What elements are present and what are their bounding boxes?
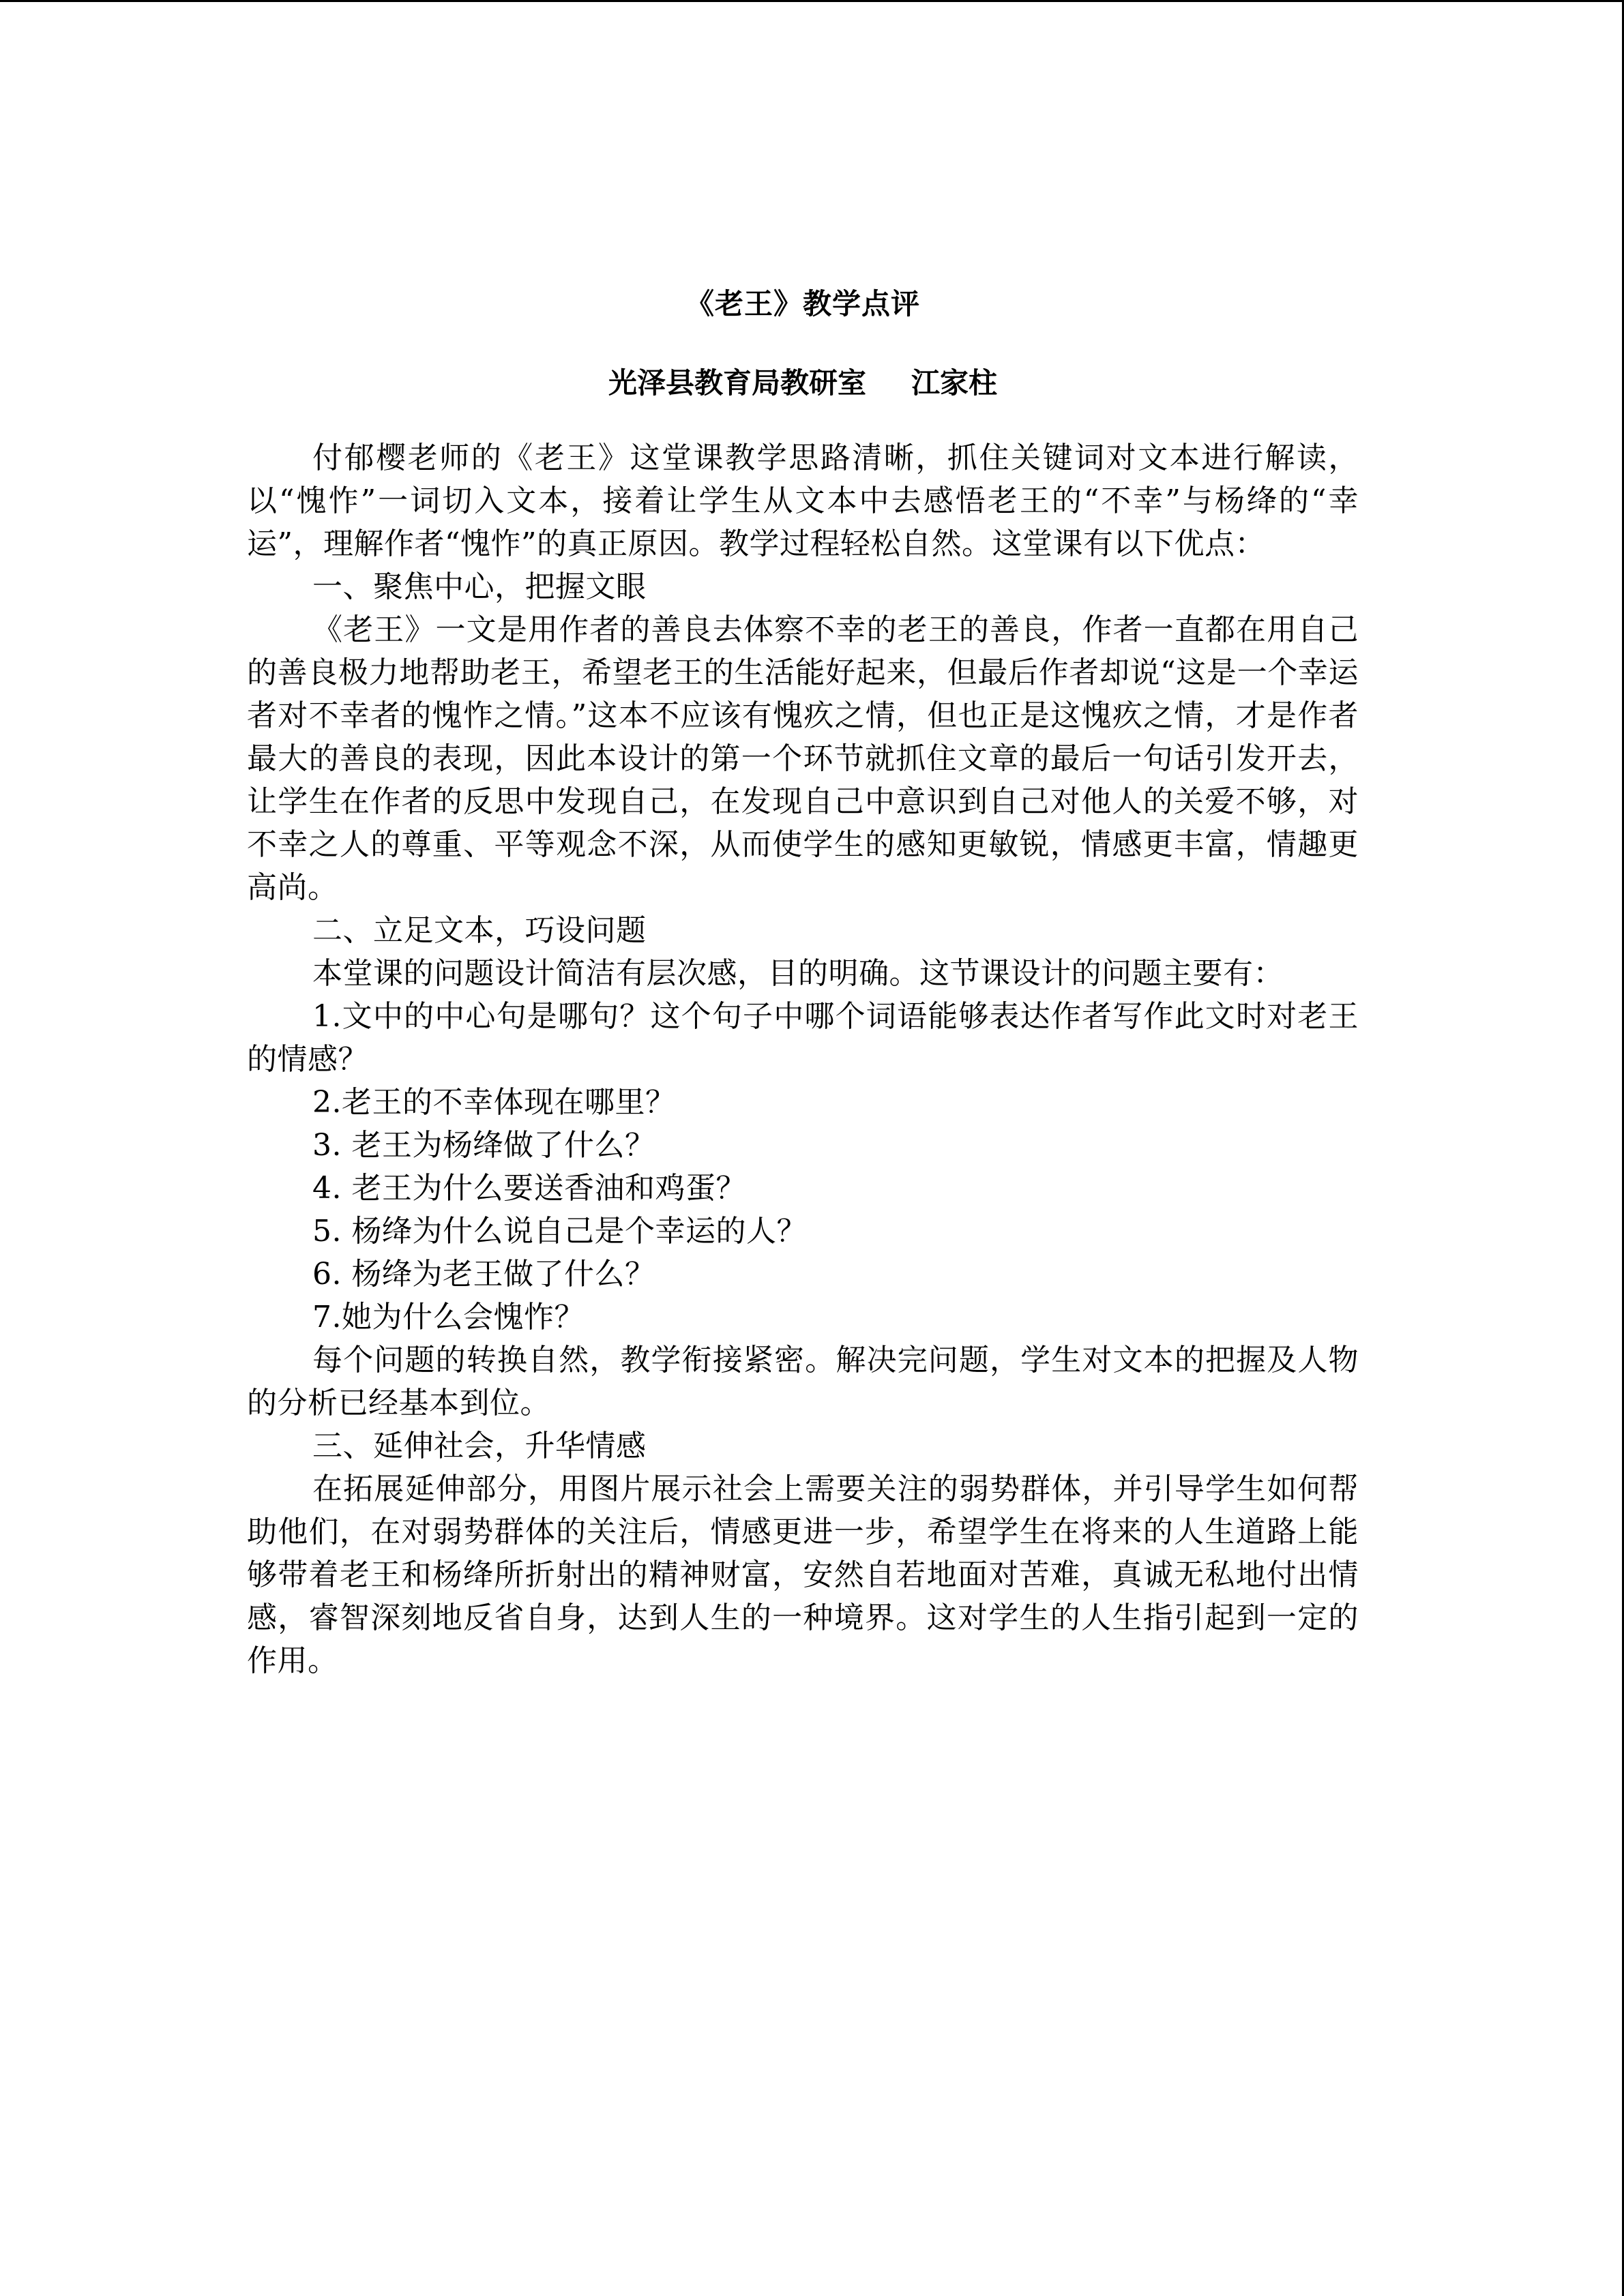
section-2-intro: 本堂课的问题设计简洁有层次感，目的明确。这节课设计的问题主要有： <box>312 956 1284 991</box>
question-item-4: 4. 老王为什么要送香油和鸡蛋？ <box>312 1171 746 1206</box>
question-item-2: 2.老王的不幸体现在哪里？ <box>312 1085 676 1120</box>
section-heading-2: 二、立足文本，巧设问题 <box>312 913 647 948</box>
section-2-summary: 每个问题的转换自然，教学衔接紧密。解决完问题，学生对文本的把握及人物的分析已经基本到位。 <box>247 1343 1359 1420</box>
author-line <box>247 359 1359 408</box>
section-heading-1: 一、聚焦中心，把握文眼 <box>312 569 647 604</box>
page-top-border <box>0 0 1624 2</box>
intro-paragraph: 付郁樱老师的《老王》这堂课教学思路清晰，抓住关键词对文本进行解读，以“愧怍”一词切入文本，接着让学生从文本中去感悟老王的“不幸”与杨绛的“幸运”，理解作者“愧怍”的真正原因。教学过程轻松自然。这堂课有以下优点： <box>247 441 1359 561</box>
author-organization: 光泽县教育局教研室 <box>608 366 866 400</box>
question-item-7: 7.她为什么会愧怍？ <box>312 1300 585 1335</box>
question-item-1: 1.文中的中心句是哪句？这个句子中哪个词语能够表达作者写作此文时对老王的情感？ <box>247 999 1359 1077</box>
question-item-3: 3. 老王为杨绛做了什么？ <box>312 1128 655 1163</box>
section-heading-3: 三、延伸社会，升华情感 <box>312 1429 647 1463</box>
question-item-6: 6. 杨绛为老王做了什么？ <box>312 1257 655 1292</box>
section-1-paragraph: 《老王》一文是用作者的善良去体察不幸的老王的善良，作者一直都在用自己的善良极力地帮助老王，希望老王的生活能好起来，但最后作者却说“这是一个幸运者对不幸者的愧怍之情。”这本不应该有愧疚之情，但也正是这愧疚之情，才是作者最大的善良的表现，因此本设计的第一个环节就抓住文章的最后一句话引发开去，让学生在作者的反思中发现自己，在发现自己中意识到自己对他人的关爱不够，对不幸之人的尊重、平等观念不深，从而使学生的感知更敏锐，情感更丰富，情趣更高尚。 <box>247 612 1359 905</box>
document-body <box>247 436 1359 1682</box>
document-title: 《老王》教学点评 <box>685 287 920 320</box>
document-page <box>247 280 1359 1682</box>
question-item-5: 5. 杨绛为什么说自己是个幸运的人？ <box>312 1214 807 1249</box>
section-3-paragraph: 在拓展延伸部分，用图片展示社会上需要关注的弱势群体，并引导学生如何帮助他们，在对弱势群体的关注后，情感更进一步，希望学生在将来的人生道路上能够带着老王和杨绛所折射出的精神财富，安然自若地面对苦难，真诚无私地付出情感，睿智深刻地反省自身，达到人生的一种境界。这对学生的人生指引起到一定的作用。 <box>247 1472 1359 1678</box>
author-name: 江家柱 <box>911 366 998 400</box>
